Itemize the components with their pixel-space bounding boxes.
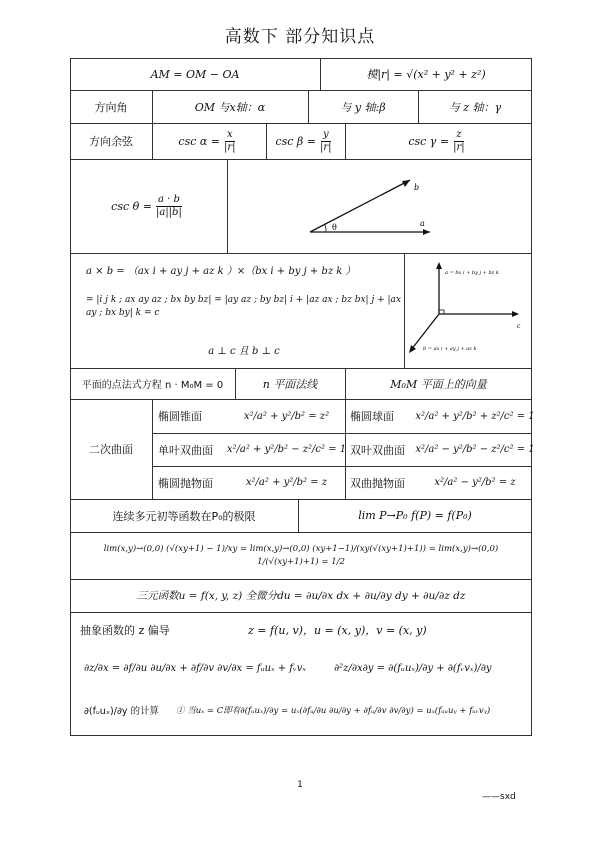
row-divider xyxy=(70,612,532,613)
angle-arc xyxy=(325,225,326,232)
direction-cos-gamma: csc γ = $\frac{z}{|r|}$ xyxy=(408,128,465,153)
quadric-name: 单叶双曲面 xyxy=(158,443,213,457)
calc-label: ∂(fᵤuₓ)/∂y 的计算 xyxy=(84,706,160,717)
vector-a-label: a xyxy=(420,219,425,228)
partial-z-x: ∂z/∂x = ∂f/∂u ∂u/∂x + ∂f/∂v ∂v/∂x = fᵤuₓ + fᵥvₓ xyxy=(84,662,306,674)
theta-label: θ xyxy=(332,223,337,232)
vector-b-arrow xyxy=(310,180,410,232)
quadric-equation: x²/a² + y²/b² = z xyxy=(245,477,328,488)
quadric-label: 二次曲面 xyxy=(89,443,133,456)
arrowhead-icon xyxy=(409,345,416,353)
direction-angle-label: 方向角 xyxy=(94,100,128,114)
quadric-name: 双叶双曲面 xyxy=(350,443,405,457)
vector-b-label: b xyxy=(414,183,420,192)
cross-product-determinant: = |i j k ; ax ay az ; bx by bz| = |ay az ; by bz| i + |az ax ; bz bx| j + |ax ay ; bx by| k = c xyxy=(86,295,401,318)
abstract-title: 抽象函数的 z 偏导 xyxy=(80,624,170,637)
quadric-equation: x²/a² − y²/b² − z²/c² = 1 xyxy=(415,444,535,455)
author-signature: ——sxd xyxy=(482,792,516,802)
quadric-name: 椭圆球面 xyxy=(350,410,394,423)
direction-cos-label: 方向余弦 xyxy=(89,135,133,148)
direction-angle-z: 与 z 轴：γ xyxy=(448,100,502,114)
quadric-name: 椭圆锥面 xyxy=(158,410,202,423)
second-partial-z: ∂²z/∂x∂y = ∂(fᵤuₓ)/∂y + ∂(fᵥvₓ)/∂y xyxy=(334,662,492,674)
direction-cos-alpha: csc α = $\frac{x}{|r|}$ xyxy=(178,128,236,153)
limit-example: lim(x,y)→(0,0) (√(xy+1) − 1)/xy = lim(x,y)→(0,0) (xy+1−1)/(xy(√(xy+1)+1)) = lim(x,y)→(0,0) 1/(√(xy+1)+1) = 1/2 xyxy=(103,543,499,567)
vector-top-label: a = bx i + by j + bz k xyxy=(445,270,499,276)
plane-equation: 平面的点法式方程 n · M₀M = 0 xyxy=(81,380,224,391)
limit-statement: 连续多元初等函数在P₀的极限 xyxy=(112,509,256,523)
vector-angle-diagram xyxy=(228,160,531,252)
quadric-equation: x²/a² + y²/b² + z²/c² = 1 xyxy=(415,410,535,422)
arrowhead-icon xyxy=(436,262,442,269)
direction-angle-x: OM 与x轴：α xyxy=(194,100,266,114)
quadric-equation: x²/a² − y²/b² = z xyxy=(434,477,516,488)
vector-c-label: c xyxy=(517,323,521,330)
axis-diagonal-arrow xyxy=(411,314,439,350)
direction-cos-beta: csc β = $\frac{y}{|r|}$ xyxy=(275,128,332,153)
cross-product-definition: a × b = （ax i + ay j + az k ）×（bx i + by j + bz k ） xyxy=(86,265,356,277)
direction-angle-y: 与 y 轴:β xyxy=(340,100,386,114)
vector-difference-formula: AM = OM − OA xyxy=(150,67,240,81)
col-divider xyxy=(152,399,153,499)
abstract-definition: z = f(u, v)，u = (x, y)，v = (x, y) xyxy=(248,624,427,637)
quadric-name: 双曲抛物面 xyxy=(350,476,405,490)
arrowhead-icon xyxy=(423,229,430,235)
quadric-equation: x²/a² + y²/b² − z²/c² = 1 xyxy=(226,444,347,455)
quadric-name: 椭圆抛物面 xyxy=(158,476,213,490)
quadric-equation: x²/a² + y²/b² = z² xyxy=(243,410,330,422)
cross-product-diagram xyxy=(405,254,531,367)
total-differential: 三元函数u = f(x, y, z) 全微分du = ∂u/∂x dx + ∂u/∂y dy + ∂u/∂z dz xyxy=(136,590,466,602)
page-title: 高数下 部分知识点 xyxy=(224,27,376,47)
cross-product-orthogonality: a ⊥ c 且 b ⊥ c xyxy=(208,345,280,357)
angle-cos-formula: csc θ = $\frac{a \cdot b}{|a||b|}$ xyxy=(111,193,182,218)
modulus-formula: 模|r| = √(x² + y² + z²) xyxy=(366,68,486,81)
vector-bottom-label: b = ax i + ay j + az k xyxy=(423,346,477,352)
page-number: 1 xyxy=(297,780,303,790)
calc-formula: ① 当uₓ = C即有∂(fᵤuₓ)/∂y = uₓ(∂fᵤ/∂u ∂u/∂y + ∂fᵤ/∂v ∂v/∂y) = uₓ(fᵤᵤuᵧ + fᵤᵥvᵧ) xyxy=(176,706,491,716)
limit-equation: lim P→P₀ f(P) = f(P₀) xyxy=(358,509,472,522)
arrowhead-icon xyxy=(512,311,519,317)
plane-normal: n 平面法线 xyxy=(262,377,318,391)
plane-vector: M₀M 平面上的向量 xyxy=(390,377,487,391)
